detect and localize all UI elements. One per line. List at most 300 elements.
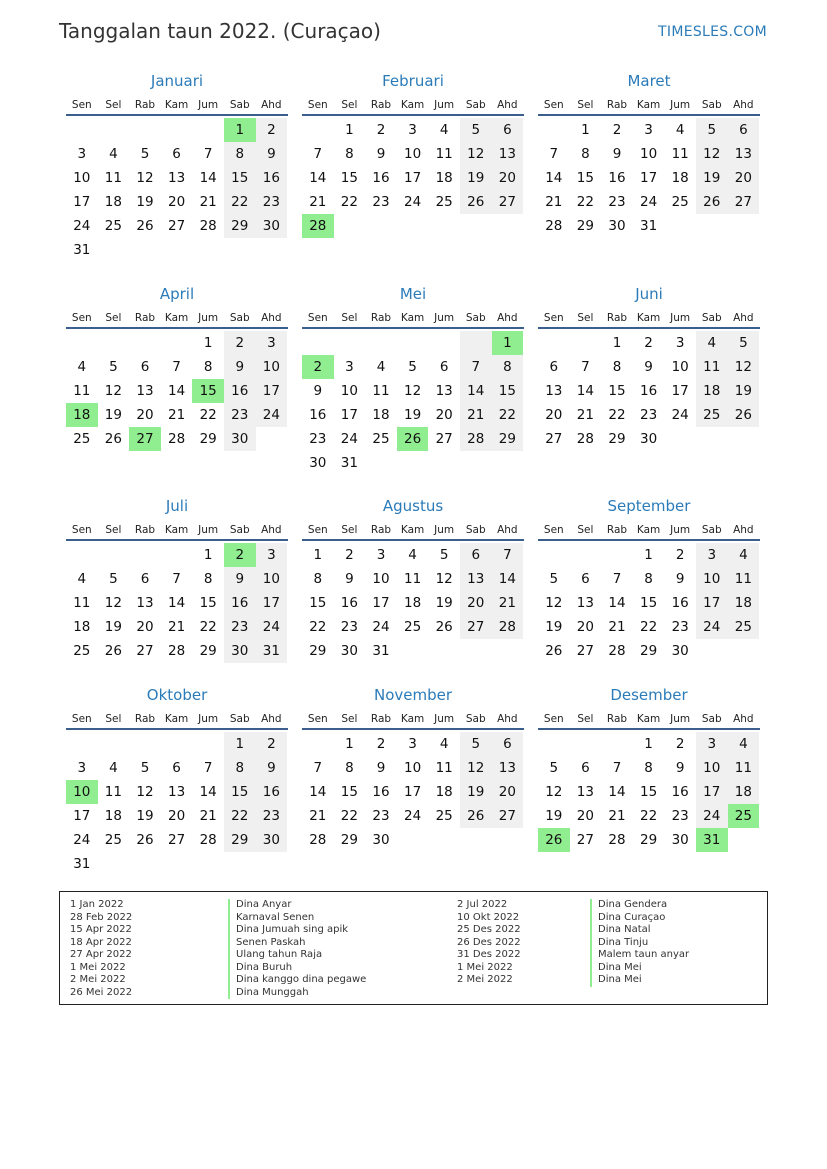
legend-date: 25 Des 2022: [457, 924, 521, 935]
weekday-label: Jum: [670, 524, 691, 536]
month-days: [302, 541, 524, 663]
day-cell: 3: [256, 331, 288, 355]
day-cell: 21: [199, 808, 217, 824]
holiday-day: 15: [192, 379, 224, 403]
day-cell: 5: [109, 359, 118, 375]
day-cell: 18: [696, 379, 728, 403]
legend-holiday-name: Dina Buruh: [228, 962, 366, 975]
day-cell: 24: [403, 194, 422, 210]
day-cell: 31: [340, 455, 358, 471]
empty-cell: [538, 732, 570, 756]
day-cell: 30: [340, 643, 358, 659]
empty-cell: [570, 331, 602, 355]
day-cell: 23: [224, 615, 256, 639]
day-cell: 22: [492, 403, 524, 427]
day-cell: 3: [408, 122, 417, 138]
day-cell: 13: [492, 756, 524, 780]
legend-holiday-name: Dina Munggah: [228, 987, 366, 1000]
day-cell: 27: [435, 431, 453, 447]
day-cell: 9: [345, 571, 354, 587]
weekday-label: Sab: [465, 524, 486, 536]
day-cell: 20: [167, 808, 186, 824]
day-cell: 23: [256, 804, 288, 828]
empty-cell: [129, 331, 161, 355]
day-cell: 27: [136, 643, 154, 659]
weekday-label: Sen: [307, 524, 328, 536]
day-cell: 29: [340, 832, 358, 848]
day-cell: 29: [224, 214, 256, 238]
day-cell: 12: [696, 142, 728, 166]
day-cell: 3: [408, 736, 417, 752]
day-cell: 30: [256, 828, 288, 852]
month-juni: [538, 283, 760, 451]
legend-date: 15 Apr 2022: [70, 924, 132, 935]
month-name: Februari: [382, 72, 444, 90]
day-cell: 16: [671, 784, 689, 800]
month-desember: [538, 684, 760, 852]
legend-dates-left: [70, 899, 132, 999]
weekday-label: Sen: [71, 524, 92, 536]
day-cell: 24: [639, 194, 658, 210]
day-cell: 9: [612, 146, 622, 162]
weekday-label: Kam: [400, 713, 425, 725]
month-juli: [66, 495, 288, 663]
day-cell: 13: [576, 595, 594, 611]
day-cell: 24: [340, 431, 358, 447]
day-cell: 8: [345, 760, 354, 776]
day-cell: 14: [545, 170, 563, 186]
day-cell: 27: [492, 804, 524, 828]
day-cell: 6: [549, 359, 559, 375]
empty-cell: [538, 331, 570, 355]
legend-holiday-name: Malem taun anyar: [590, 949, 689, 962]
empty-cell: [192, 732, 224, 756]
day-cell: 25: [671, 194, 689, 210]
month-days: [302, 730, 524, 852]
day-cell: 7: [172, 571, 181, 587]
weekday-label: Sab: [465, 312, 486, 324]
day-cell: 23: [372, 194, 390, 210]
month-name: Maret: [627, 72, 671, 90]
day-cell: 22: [199, 619, 217, 635]
weekday-label: Jum: [670, 99, 691, 111]
day-cell: 1: [644, 547, 653, 563]
day-cell: 4: [696, 331, 728, 355]
weekday-label: Ahd: [497, 524, 518, 536]
day-cell: 21: [199, 194, 217, 210]
day-cell: 7: [460, 355, 492, 379]
day-cell: 11: [696, 355, 728, 379]
day-cell: 8: [224, 142, 256, 166]
day-cell: 21: [608, 619, 626, 635]
weekday-label: Kam: [636, 524, 661, 536]
weekday-label: Rab: [370, 312, 392, 324]
day-cell: 11: [104, 784, 122, 800]
weekday-label: Ahd: [733, 524, 754, 536]
weekday-header: [302, 517, 524, 541]
month-name: Desember: [610, 686, 688, 704]
day-cell: 7: [172, 359, 181, 375]
weekday-label: Sab: [229, 312, 250, 324]
day-cell: 14: [309, 784, 327, 800]
empty-cell: [98, 543, 130, 567]
day-cell: 10: [372, 571, 390, 587]
day-cell: 6: [460, 543, 492, 567]
empty-cell: [538, 118, 570, 142]
day-cell: 10: [403, 146, 422, 162]
day-cell: 17: [372, 595, 390, 611]
day-cell: 7: [492, 543, 524, 567]
day-cell: 15: [639, 595, 658, 611]
day-cell: 11: [728, 756, 760, 780]
empty-cell: [161, 331, 193, 355]
day-cell: 9: [224, 355, 256, 379]
page-title: Tanggalan taun 2022. (Curaçao): [59, 19, 381, 43]
weekday-header: [538, 706, 760, 730]
weekday-label: Ahd: [261, 713, 282, 725]
day-cell: 3: [696, 543, 728, 567]
day-cell: 21: [460, 403, 492, 427]
empty-cell: [365, 331, 397, 355]
weekday-label: Kam: [636, 312, 661, 324]
weekday-label: Sab: [229, 713, 250, 725]
weekday-label: Sel: [341, 524, 358, 536]
day-cell: 11: [435, 760, 453, 776]
legend-holiday-name: Dina Jumuah sing apik: [228, 924, 366, 937]
weekday-label: Sel: [105, 99, 122, 111]
legend-names-right: [590, 899, 689, 987]
day-cell: 29: [309, 643, 327, 659]
day-cell: 26: [104, 431, 122, 447]
holiday-day: 27: [129, 427, 161, 451]
legend-holiday-name: Dina kanggo dina pegawe: [228, 974, 366, 987]
day-cell: 25: [696, 403, 728, 427]
day-cell: 8: [203, 571, 213, 587]
day-cell: 5: [439, 547, 449, 563]
weekday-label: Rab: [606, 524, 628, 536]
day-cell: 3: [256, 543, 288, 567]
day-cell: 8: [224, 756, 256, 780]
day-cell: 19: [545, 808, 563, 824]
day-cell: 10: [696, 567, 728, 591]
day-cell: 21: [576, 407, 594, 423]
day-cell: 17: [403, 170, 422, 186]
day-cell: 4: [77, 571, 87, 587]
legend-date: 26 Mei 2022: [70, 986, 133, 998]
day-cell: 23: [224, 403, 256, 427]
day-cell: 27: [576, 643, 594, 659]
day-cell: 12: [104, 383, 122, 399]
day-cell: 19: [104, 407, 122, 423]
day-cell: 27: [167, 218, 186, 234]
day-cell: 16: [224, 591, 256, 615]
day-cell: 6: [492, 118, 524, 142]
day-cell: 13: [728, 142, 760, 166]
weekday-label: Rab: [606, 713, 628, 725]
legend-holiday-name: Dina Mei: [590, 962, 689, 975]
weekday-label: Sel: [105, 312, 122, 324]
legend-date: 10 Okt 2022: [457, 911, 520, 923]
day-cell: 27: [545, 431, 563, 447]
day-cell: 16: [372, 784, 390, 800]
weekday-label: Sab: [701, 312, 722, 324]
day-cell: 18: [671, 170, 689, 186]
day-cell: 30: [608, 218, 626, 234]
day-cell: 6: [581, 571, 590, 587]
day-cell: 28: [576, 431, 594, 447]
brand-link[interactable]: TIMESLES.COM: [658, 24, 767, 40]
weekday-label: Ahd: [497, 713, 518, 725]
day-cell: 31: [73, 242, 91, 258]
weekday-label: Jum: [434, 713, 455, 725]
day-cell: 9: [224, 567, 256, 591]
day-cell: 20: [167, 194, 186, 210]
legend-date: 31 Des 2022: [457, 949, 521, 960]
weekday-label: Ahd: [261, 524, 282, 536]
weekday-header: [66, 92, 288, 116]
weekday-label: Rab: [370, 99, 392, 111]
day-cell: 17: [256, 379, 288, 403]
day-cell: 2: [256, 732, 288, 756]
empty-cell: [302, 732, 334, 756]
legend-dates-right: [457, 899, 521, 987]
month-days: [66, 730, 288, 876]
weekday-label: Kam: [164, 524, 189, 536]
weekday-header: [538, 92, 760, 116]
day-cell: 19: [460, 780, 492, 804]
day-cell: 4: [439, 122, 449, 138]
legend-date: 18 Apr 2022: [70, 936, 132, 948]
day-cell: 14: [608, 595, 626, 611]
day-cell: 22: [309, 619, 327, 635]
day-cell: 23: [639, 407, 658, 423]
weekday-label: Sen: [71, 312, 92, 324]
day-cell: 12: [136, 784, 154, 800]
day-cell: 12: [545, 784, 563, 800]
day-cell: 27: [492, 190, 524, 214]
day-cell: 6: [728, 118, 760, 142]
weekday-label: Jum: [434, 312, 455, 324]
day-cell: 5: [549, 760, 559, 776]
day-cell: 13: [492, 142, 524, 166]
day-cell: 26: [545, 643, 563, 659]
day-cell: 15: [340, 784, 358, 800]
month-days: [302, 329, 524, 475]
day-cell: 30: [671, 643, 689, 659]
day-cell: 23: [340, 619, 358, 635]
day-cell: 13: [136, 383, 154, 399]
day-cell: 1: [313, 547, 323, 563]
day-cell: 11: [73, 595, 91, 611]
day-cell: 26: [136, 218, 154, 234]
day-cell: 31: [372, 643, 390, 659]
weekday-label: Sen: [71, 99, 92, 111]
day-cell: 2: [612, 122, 622, 138]
day-cell: 22: [199, 407, 217, 423]
empty-cell: [192, 118, 224, 142]
day-cell: 11: [403, 571, 422, 587]
empty-cell: [98, 732, 130, 756]
day-cell: 7: [313, 146, 323, 162]
month-days: [538, 730, 760, 852]
day-cell: 28: [608, 643, 626, 659]
day-cell: 15: [199, 595, 217, 611]
day-cell: 29: [199, 643, 217, 659]
holiday-day: 10: [66, 780, 98, 804]
day-cell: 28: [309, 832, 327, 848]
day-cell: 26: [104, 643, 122, 659]
day-cell: 10: [696, 756, 728, 780]
day-cell: 13: [435, 383, 453, 399]
empty-cell: [538, 543, 570, 567]
weekday-label: Jum: [670, 713, 691, 725]
day-cell: 16: [639, 383, 658, 399]
day-cell: 7: [203, 146, 213, 162]
day-cell: 25: [435, 194, 453, 210]
empty-cell: [98, 331, 130, 355]
weekday-label: Sel: [577, 312, 594, 324]
day-cell: 16: [224, 379, 256, 403]
day-cell: 21: [309, 808, 327, 824]
day-cell: 12: [460, 756, 492, 780]
day-cell: 30: [224, 427, 256, 451]
day-cell: 14: [460, 379, 492, 403]
holiday-day: 28: [302, 214, 334, 238]
day-cell: 19: [545, 619, 563, 635]
day-cell: 19: [104, 619, 122, 635]
month-name: Januari: [150, 72, 204, 90]
day-cell: 13: [460, 567, 492, 591]
day-cell: 29: [199, 431, 217, 447]
empty-cell: [66, 331, 98, 355]
day-cell: 24: [403, 808, 422, 824]
empty-cell: [302, 118, 334, 142]
empty-cell: [570, 732, 602, 756]
day-cell: 25: [372, 431, 390, 447]
day-cell: 26: [136, 832, 154, 848]
day-cell: 18: [435, 170, 453, 186]
holiday-day: 26: [397, 427, 429, 451]
day-cell: 21: [545, 194, 563, 210]
day-cell: 12: [136, 170, 154, 186]
day-cell: 17: [696, 780, 728, 804]
day-cell: 9: [376, 760, 386, 776]
weekday-label: Sab: [465, 713, 486, 725]
day-cell: 29: [224, 828, 256, 852]
day-cell: 18: [728, 591, 760, 615]
day-cell: 23: [608, 194, 626, 210]
day-cell: 7: [313, 760, 323, 776]
weekday-label: Sel: [105, 524, 122, 536]
day-cell: 8: [492, 355, 524, 379]
day-cell: 3: [376, 547, 386, 563]
day-cell: 11: [728, 567, 760, 591]
month-name: Oktober: [146, 686, 208, 704]
empty-cell: [428, 331, 460, 355]
day-cell: 17: [671, 383, 689, 399]
day-cell: 9: [256, 756, 288, 780]
day-cell: 4: [728, 543, 760, 567]
day-cell: 28: [199, 832, 217, 848]
day-cell: 29: [492, 427, 524, 451]
empty-cell: [570, 543, 602, 567]
day-cell: 25: [435, 808, 453, 824]
day-cell: 22: [639, 808, 658, 824]
day-cell: 5: [728, 331, 760, 355]
day-cell: 17: [696, 591, 728, 615]
day-cell: 14: [608, 784, 626, 800]
empty-cell: [66, 118, 98, 142]
day-cell: 9: [313, 383, 323, 399]
day-cell: 22: [576, 194, 594, 210]
legend-date: 28 Feb 2022: [70, 911, 133, 923]
day-cell: 1: [345, 736, 354, 752]
day-cell: 18: [728, 780, 760, 804]
day-cell: 26: [728, 403, 760, 427]
day-cell: 29: [576, 218, 594, 234]
day-cell: 31: [256, 639, 288, 663]
weekday-label: Jum: [198, 99, 219, 111]
legend-date: 2 Jul 2022: [457, 899, 508, 910]
day-cell: 5: [696, 118, 728, 142]
legend-holiday-name: Dina Tinju: [590, 937, 689, 950]
day-cell: 17: [340, 407, 358, 423]
day-cell: 17: [73, 194, 91, 210]
day-cell: 19: [136, 808, 154, 824]
day-cell: 4: [439, 736, 449, 752]
day-cell: 29: [608, 431, 626, 447]
day-cell: 18: [372, 407, 390, 423]
holiday-legend: [59, 891, 768, 1005]
day-cell: 20: [545, 407, 563, 423]
month-januari: [66, 70, 288, 262]
legend-date: 1 Mei 2022: [457, 961, 513, 973]
day-cell: 22: [224, 804, 256, 828]
weekday-label: Rab: [606, 99, 628, 111]
day-cell: 10: [73, 170, 91, 186]
day-cell: 15: [608, 383, 626, 399]
weekday-label: Sel: [577, 713, 594, 725]
day-cell: 10: [403, 760, 422, 776]
day-cell: 6: [140, 359, 150, 375]
legend-holiday-name: Dina Natal: [590, 924, 689, 937]
day-cell: 22: [224, 190, 256, 214]
legend-holiday-name: Dina Gendera: [590, 899, 689, 912]
day-cell: 12: [460, 142, 492, 166]
day-cell: 20: [435, 407, 453, 423]
day-cell: 4: [376, 359, 386, 375]
weekday-label: Sen: [543, 524, 564, 536]
day-cell: 5: [109, 571, 118, 587]
day-cell: 5: [140, 146, 150, 162]
day-cell: 14: [576, 383, 594, 399]
weekday-label: Sab: [701, 99, 722, 111]
day-cell: 8: [581, 146, 590, 162]
day-cell: 8: [612, 359, 622, 375]
day-cell: 15: [224, 166, 256, 190]
weekday-label: Rab: [134, 713, 156, 725]
day-cell: 28: [167, 431, 186, 447]
day-cell: 5: [460, 732, 492, 756]
weekday-label: Jum: [434, 524, 455, 536]
holiday-day: 31: [696, 828, 728, 852]
legend-holiday-name: Senen Paskah: [228, 937, 366, 950]
weekday-header: [66, 517, 288, 541]
weekday-label: Kam: [636, 713, 661, 725]
day-cell: 2: [675, 736, 685, 752]
day-cell: 23: [372, 808, 390, 824]
month-name: Mei: [399, 285, 427, 303]
